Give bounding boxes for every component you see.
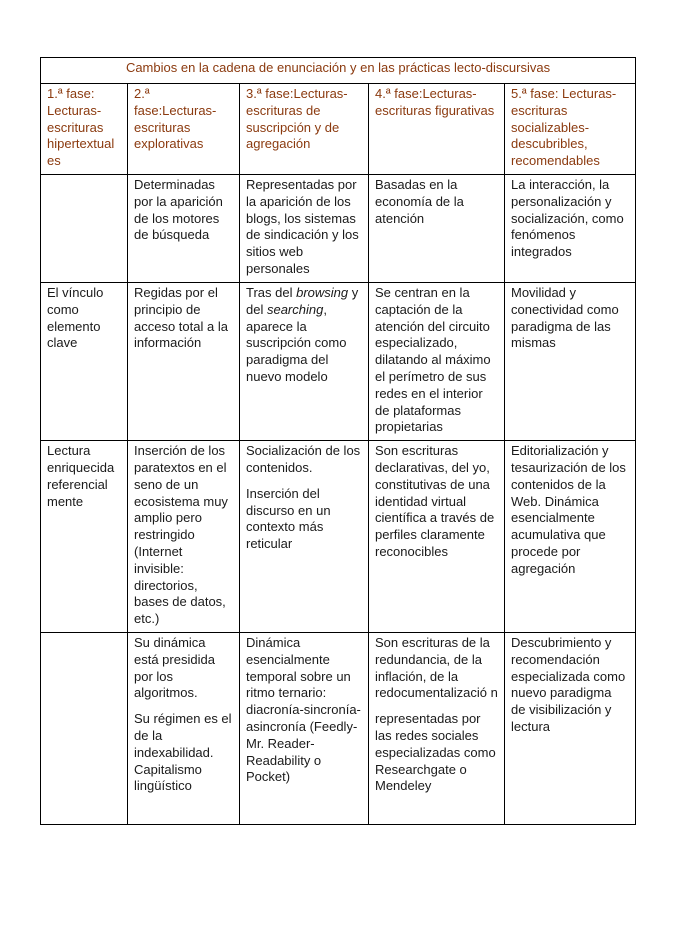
table-row xyxy=(41,175,636,283)
cell-text: Movilidad y conectividad como paradigma de las mismas xyxy=(511,285,619,351)
cell-text-mixed xyxy=(246,285,362,386)
cell-text: Basadas en la economía de la atención xyxy=(375,177,464,226)
cell xyxy=(505,632,636,824)
cell-text: representadas por las redes sociales especializadas como Researchgate o Mendeley xyxy=(375,711,496,794)
phases-table xyxy=(40,57,636,825)
cell-text: Inserción del discurso en un contexto más reticular xyxy=(246,485,331,552)
cell xyxy=(128,175,240,283)
text-run: y del xyxy=(246,285,359,317)
table-row xyxy=(41,283,636,441)
cell-text: Representadas por la aparición de los blogs, los sistemas de sindicación y los sitios web personales xyxy=(246,177,359,276)
italic-term-browsing: browsing xyxy=(296,285,349,300)
table-row xyxy=(41,441,636,633)
cell xyxy=(505,175,636,283)
cell-text: Editorialización y tesaurización de los contenidos de la Web. Dinámica esencialmente acumulativa que procede por agregación xyxy=(511,443,626,576)
cell-text: Se centran en la captación de la atención del circuito especializado, dilatando al máximo el perímetro de sus redes en el interior de plataformas propietarias xyxy=(375,285,491,435)
cell-text: Descubrimiento y recomendación especializada como nuevo paradigma de visibilización y lectura xyxy=(511,634,626,734)
cell xyxy=(505,441,636,633)
header-row xyxy=(41,84,636,175)
cell xyxy=(369,283,505,441)
cell xyxy=(240,632,369,824)
cell-text: Socialización de los contenidos. xyxy=(246,443,361,475)
cell xyxy=(41,441,128,633)
cell-text: Son escrituras de la redundancia, de la inflación, de la redocumentalizació n xyxy=(375,634,498,701)
cell xyxy=(369,441,505,633)
header-phase-5: 5.ª fase: Lecturas-escrituras socializables-descubribles, recomendables xyxy=(505,84,636,175)
cell-text: Inserción de los paratextos en el seno de un ecosistema muy amplio pero restringido (Internet invisible: directorios, bases de datos, etc.) xyxy=(134,443,228,627)
cell-text: Son escrituras declarativas, del yo, constitutivas de una identidad virtual científica a través de perfiles claramente reconocibles xyxy=(375,443,495,559)
cell-text: Su dinámica está presidida por los algoritmos. xyxy=(134,634,215,701)
text-run: Tras del xyxy=(246,285,297,300)
cell-text: El vínculo como elemento clave xyxy=(47,285,104,351)
cell xyxy=(240,175,369,283)
cell xyxy=(369,175,505,283)
cell-text: La interacción, la personalización y socialización, como fenómenos integrados xyxy=(511,177,624,260)
cell-text: Dinámica esencialmente temporal sobre un ritmo ternario: diacronía-sincronía-asincronía (Feedly-Mr. Reader-Readability o Pocket) xyxy=(246,634,361,785)
cell-text: Regidas por el principio de acceso total a la información xyxy=(134,285,228,351)
text-run: , aparece la suscripción como paradigma del nuevo modelo xyxy=(246,301,347,384)
header-phase-1: 1.ª fase: Lecturas-escrituras hipertextual es xyxy=(41,84,128,175)
cell-text: Su régimen es el de la indexabilidad. Capitalismo lingüístico xyxy=(134,711,232,794)
table-row xyxy=(41,632,636,824)
header-phase-2: 2.ª fase:Lecturas-escrituras explorativas xyxy=(128,84,240,175)
cell-text: Determinadas por la aparición de los motores de búsqueda xyxy=(134,177,223,243)
cell xyxy=(369,632,505,824)
cell xyxy=(128,632,240,824)
cell-text: Lectura enriquecida referencial mente xyxy=(47,443,115,509)
header-phase-4: 4.ª fase:Lecturas-escrituras figurativas xyxy=(369,84,505,175)
cell xyxy=(128,283,240,441)
italic-term-searching: searching xyxy=(266,301,324,317)
cell xyxy=(41,175,128,283)
cell xyxy=(505,283,636,441)
cell xyxy=(240,441,369,633)
header-phase-3: 3.ª fase:Lecturas-escrituras de suscripción y de agregación xyxy=(240,84,369,175)
cell xyxy=(240,283,369,441)
cell xyxy=(128,441,240,633)
cell xyxy=(41,632,128,824)
cell xyxy=(41,283,128,441)
table-caption: Cambios en la cadena de enunciación y en las prácticas lecto-discursivas xyxy=(41,58,636,84)
